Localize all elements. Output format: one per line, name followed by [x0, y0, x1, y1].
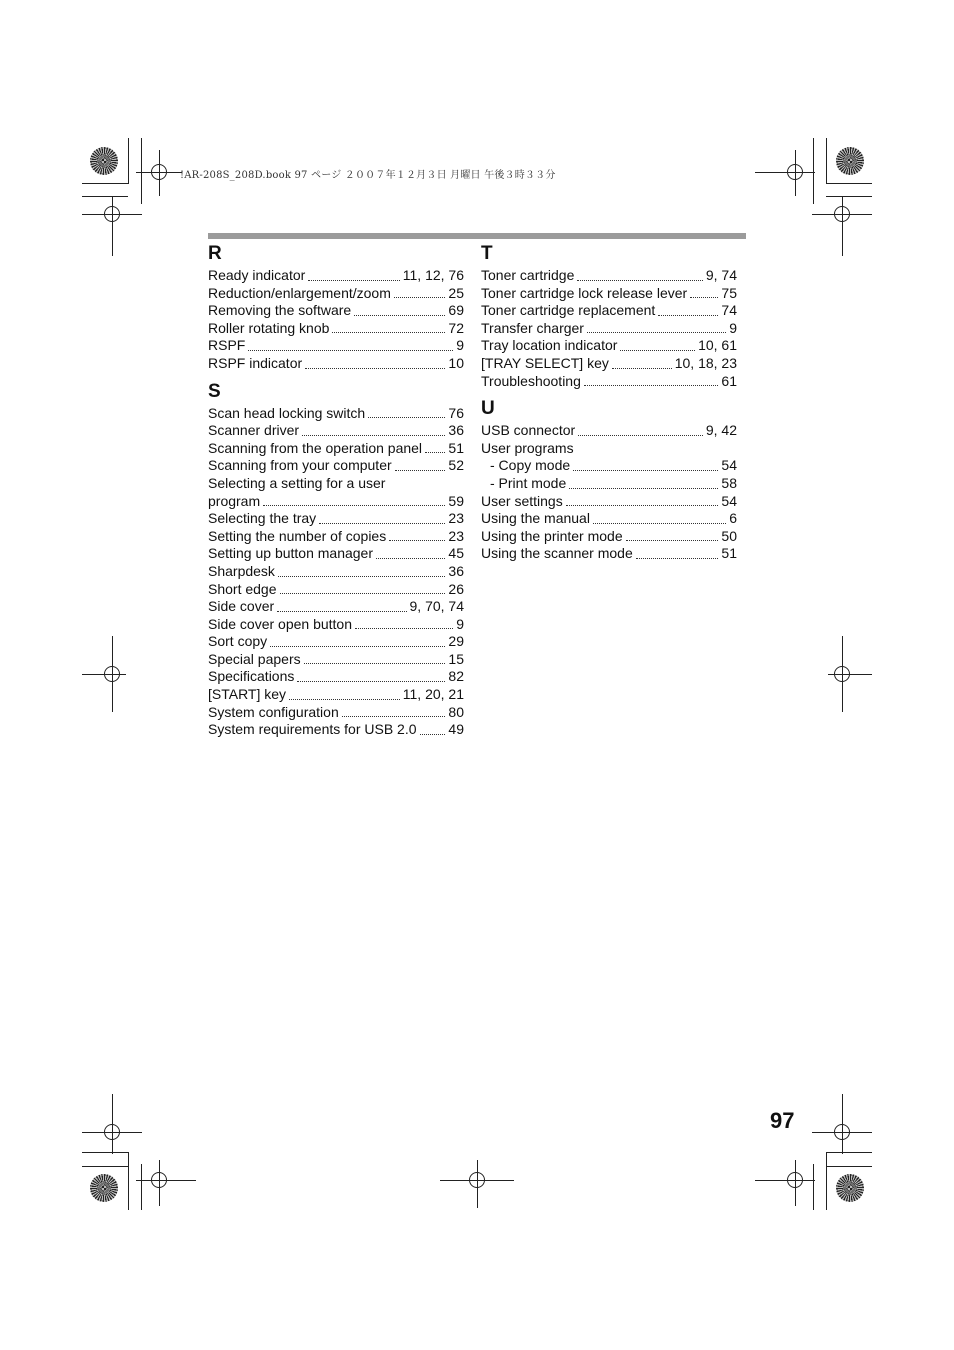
index-entry-label: Removing the software: [208, 302, 352, 319]
index-entry-label: [START] key: [208, 686, 287, 703]
index-entry-pages: 23: [448, 510, 464, 527]
index-entry-pages: 29: [448, 633, 464, 650]
index-entry: [208, 581, 464, 599]
index-entry-label: System configuration: [208, 703, 339, 720]
index-entry: [481, 475, 737, 493]
dot-leader: [332, 331, 445, 333]
section-letter: U: [481, 398, 495, 420]
index-entry: [481, 355, 737, 373]
dot-leader: [248, 349, 453, 351]
dot-leader: [584, 384, 719, 386]
index-entry-pages: 75: [721, 284, 737, 301]
index-entry: [481, 320, 737, 338]
index-entry: [208, 563, 464, 581]
index-entry: [208, 651, 464, 669]
index-entry-pages: 59: [448, 492, 464, 509]
index-entry: [481, 528, 737, 546]
index-entry-pages: 51: [448, 439, 464, 456]
section-letter: T: [481, 243, 493, 264]
index-entry-label: Side cover: [208, 598, 275, 615]
dot-leader: [573, 469, 718, 471]
index-entry-label: Selecting a setting for a user: [208, 474, 386, 491]
crosshair-icon: [104, 206, 120, 222]
index-entry-label: Troubleshooting: [481, 372, 581, 389]
index-entry-label: USB connector: [481, 422, 576, 439]
index-entry-pages: 54: [721, 492, 737, 509]
index-entry: [481, 422, 737, 440]
index-entry-pages: 23: [448, 527, 464, 544]
index-entry-pages: 15: [448, 650, 464, 667]
dot-leader: [569, 487, 718, 489]
dot-leader: [304, 662, 446, 664]
index-entry-pages: 9, 42: [705, 422, 737, 439]
index-entry-pages: 9: [456, 337, 464, 354]
index-entry-label: - Print mode: [490, 474, 567, 491]
dot-leader: [577, 279, 702, 281]
index-entry: [208, 355, 464, 373]
section-letter: R: [208, 243, 222, 264]
dot-leader: [587, 331, 726, 333]
dot-leader: [368, 416, 445, 418]
index-entry: [208, 545, 464, 563]
index-entry: [481, 267, 737, 285]
index-entry-pages: 80: [448, 703, 464, 720]
dot-leader: [308, 279, 399, 281]
index-entry: [208, 267, 464, 285]
registration-wheel-icon: [90, 147, 118, 175]
index-entry: [481, 545, 737, 563]
crosshair-icon: [834, 206, 850, 222]
index-entry-label: Using the manual: [481, 510, 590, 527]
dot-leader: [297, 680, 445, 682]
dot-leader: [305, 367, 445, 369]
index-entry-pages: 25: [448, 284, 464, 301]
index-entry-label: User programs: [481, 439, 574, 456]
index-entry-label: Short edge: [208, 580, 277, 597]
index-entry-label: Reduction/enlargement/zoom: [208, 284, 391, 301]
index-entry-pages: 82: [448, 668, 464, 685]
registration-wheel-icon: [836, 147, 864, 175]
index-entry: [481, 285, 737, 303]
index-entry-label: program: [208, 492, 261, 509]
index-entry-pages: 11, 12, 76: [402, 267, 464, 283]
index-entry-pages: 76: [448, 404, 464, 421]
registration-wheel-icon: [836, 1174, 864, 1202]
dot-leader: [620, 349, 695, 351]
crosshair-icon: [104, 666, 120, 682]
index-entry-pages: 58: [721, 474, 737, 491]
index-entry-pages: 9: [729, 319, 737, 336]
print-header-note: !AR-208S_208D.book 97 ページ ２００７年１２月３日 月曜日 午後３時３３分: [180, 170, 556, 181]
index-entry-label: Sharpdesk: [208, 562, 275, 579]
dot-leader: [425, 451, 445, 453]
dot-leader: [636, 557, 719, 559]
index-entry: [208, 721, 464, 739]
index-entry-pages: 36: [448, 422, 464, 439]
dot-leader: [612, 367, 672, 369]
dot-leader: [626, 539, 719, 541]
index-entry-label: Specifications: [208, 668, 295, 685]
index-entry-label: System requirements for USB 2.0: [208, 721, 417, 738]
index-entry: [208, 668, 464, 686]
index-entry-label: RSPF: [208, 337, 246, 354]
index-entry-label: Tray location indicator: [481, 337, 618, 354]
crosshair-icon: [834, 666, 850, 682]
section-letter: S: [208, 380, 221, 402]
index-entry-label: Toner cartridge lock release lever: [481, 284, 688, 301]
dot-leader: [342, 715, 446, 717]
index-entry: [208, 285, 464, 303]
dot-leader: [690, 296, 718, 298]
dot-leader: [578, 434, 703, 436]
index-entry-pages: 11, 20, 21: [402, 686, 464, 703]
dot-leader: [395, 469, 446, 471]
index-entry-pages: 72: [448, 319, 464, 336]
index-entry-label: Ready indicator: [208, 267, 306, 283]
dot-leader: [280, 592, 446, 594]
index-entry-label: RSPF indicator: [208, 354, 303, 371]
index-entry-pages: 10, 61: [698, 337, 737, 354]
index-entry-label: Using the scanner mode: [481, 545, 633, 562]
index-entry: [208, 598, 464, 616]
index-entry: [481, 373, 737, 391]
top-rule: [208, 233, 746, 239]
index-entry-label: Toner cartridge replacement: [481, 302, 656, 319]
index-entry: [208, 405, 464, 423]
index-entry-pages: 9, 70, 74: [409, 598, 464, 615]
index-entry-label: Toner cartridge: [481, 267, 575, 283]
index-entry-label: Scanning from the operation panel: [208, 439, 423, 456]
index-entry: [208, 704, 464, 722]
index-entry: [208, 528, 464, 546]
dot-leader: [389, 539, 445, 541]
index-entry-label: - Copy mode: [490, 457, 571, 474]
index-entry-label: User settings: [481, 492, 563, 509]
crosshair-icon: [104, 1124, 120, 1140]
index-entry: [481, 302, 737, 320]
dot-leader: [278, 575, 445, 577]
index-entry: [208, 616, 464, 634]
index-entry-pages: 9, 74: [705, 267, 737, 283]
index-entry-label: Setting up button manager: [208, 545, 374, 562]
crosshair-icon: [834, 1124, 850, 1140]
dot-leader: [376, 557, 445, 559]
crosshair-icon: [469, 1172, 485, 1188]
index-entry-label: Side cover open button: [208, 615, 352, 632]
crosshair-icon: [787, 164, 803, 180]
index-entry: [481, 493, 737, 511]
index-entry: [208, 493, 464, 511]
index-entry: [208, 302, 464, 320]
index-entry-pages: 74: [721, 302, 737, 319]
index-entry: [208, 457, 464, 475]
dot-leader: [263, 504, 445, 506]
index-entry: [481, 510, 737, 528]
index-entry-pages: 10, 18, 23: [674, 354, 737, 371]
index-entry-pages: 69: [448, 302, 464, 319]
index-entry: [208, 475, 464, 493]
index-entry: [481, 440, 737, 458]
dot-leader: [593, 522, 726, 524]
index-entry-pages: 9: [456, 615, 464, 632]
page-number: 97: [770, 1108, 795, 1133]
index-entry-pages: 50: [721, 527, 737, 544]
index-entry: [208, 686, 464, 704]
index-entry: [208, 633, 464, 651]
dot-leader: [566, 504, 719, 506]
index-entry-pages: 10: [448, 354, 464, 371]
dot-leader: [394, 296, 446, 298]
index-entry-label: Transfer charger: [481, 319, 584, 336]
dot-leader: [270, 645, 445, 647]
index-column-right: [481, 243, 737, 563]
index-entry-label: Using the printer mode: [481, 527, 623, 544]
index-entry-pages: 6: [729, 510, 737, 527]
index-entry: [208, 440, 464, 458]
index-entry-pages: 52: [448, 457, 464, 474]
index-entry-label: [TRAY SELECT] key: [481, 354, 609, 371]
index-entry-pages: 26: [448, 580, 464, 597]
dot-leader: [354, 314, 445, 316]
index-entry-pages: 51: [721, 545, 737, 562]
index-column-left: [208, 243, 464, 739]
index-entry-pages: 61: [721, 372, 737, 389]
index-entry: [208, 320, 464, 338]
dot-leader: [420, 733, 446, 735]
crosshair-icon: [787, 1172, 803, 1188]
index-entry-pages: 36: [448, 562, 464, 579]
dot-leader: [319, 522, 445, 524]
index-entry-label: Roller rotating knob: [208, 319, 330, 336]
index-entry: [208, 422, 464, 440]
index-entry: [208, 337, 464, 355]
index-entry-label: Special papers: [208, 650, 301, 667]
index-entry-pages: 49: [448, 721, 464, 738]
index-entry: [208, 510, 464, 528]
dot-leader: [355, 627, 453, 629]
index-entry-pages: 45: [448, 545, 464, 562]
index-entry-label: Scanner driver: [208, 422, 300, 439]
dot-leader: [277, 610, 406, 612]
index-entry-pages: 54: [721, 457, 737, 474]
index-entry-label: Sort copy: [208, 633, 268, 650]
dot-leader: [302, 434, 445, 436]
dot-leader: [289, 698, 400, 700]
index-entry: [481, 337, 737, 355]
index-entry-label: Scanning from your computer: [208, 457, 392, 474]
crosshair-icon: [151, 1172, 167, 1188]
dot-leader: [658, 314, 718, 316]
index-entry-label: Selecting the tray: [208, 510, 317, 527]
index-entry-label: Scan head locking switch: [208, 404, 366, 421]
registration-wheel-icon: [90, 1174, 118, 1202]
index-entry: [481, 457, 737, 475]
index-entry-label: Setting the number of copies: [208, 527, 387, 544]
crosshair-icon: [151, 164, 167, 180]
